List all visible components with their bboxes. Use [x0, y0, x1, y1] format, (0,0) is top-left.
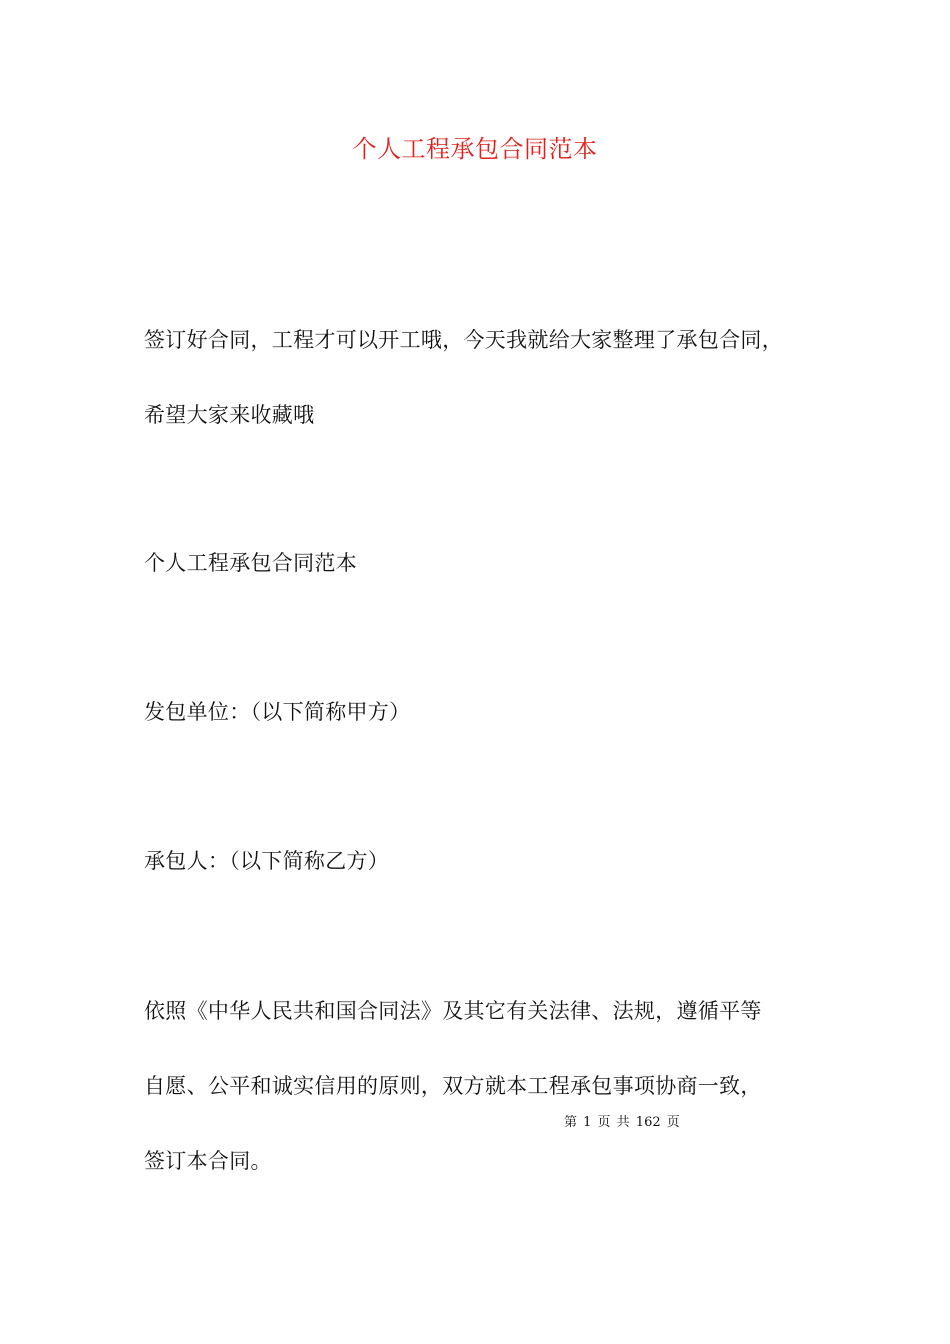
contract-heading: 个人工程承包合同范本 — [144, 551, 357, 575]
basis-line-1: 依照《中华人民共和国合同法》及其它有关法律、法规，遵循平等 — [144, 999, 762, 1023]
document-title: 个人工程承包合同范本 — [352, 135, 598, 163]
page-number-footer: 第 1 页 共 162 页 — [564, 1115, 680, 1130]
party-b-line: 承包人：（以下简称乙方） — [144, 849, 390, 873]
party-a-line: 发包单位：（以下简称甲方） — [144, 700, 411, 724]
intro-line-2: 希望大家来收藏哦 — [144, 403, 315, 427]
intro-line-1: 签订好合同，工程才可以开工哦，今天我就给大家整理了承包合同， — [144, 328, 783, 352]
basis-line-2: 自愿、公平和诚实信用的原则，双方就本工程承包事项协商一致， — [144, 1074, 762, 1098]
basis-line-3: 签订本合同。 — [144, 1149, 272, 1173]
